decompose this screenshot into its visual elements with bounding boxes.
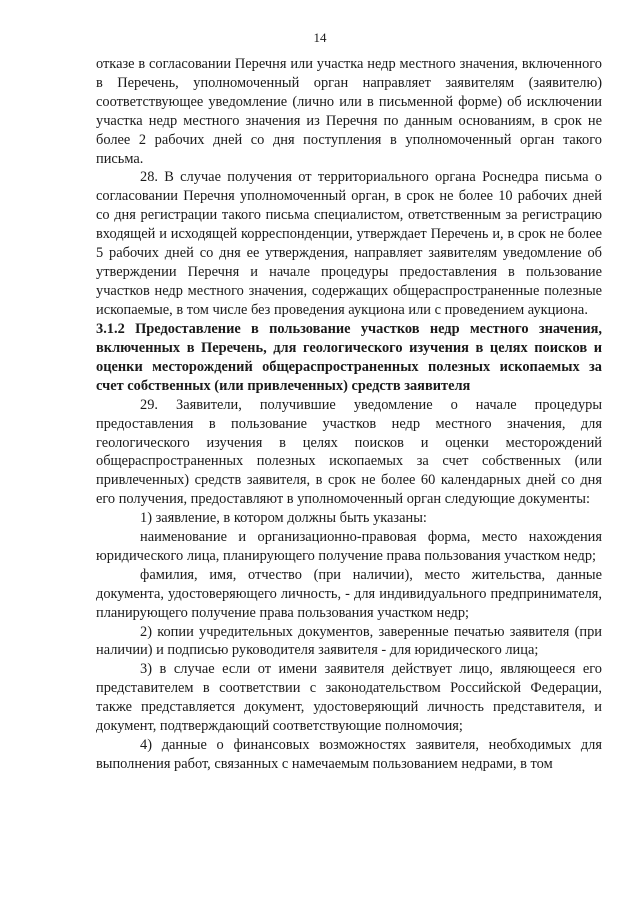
list-subitem-entrepreneur: фамилия, имя, отчество (при наличии), место жительства, данные документа, удостоверяющего личность, - для индивидуального предпринимателя, планирующего получение права пользования участком недр; [96, 566, 602, 621]
page-number: 14 [313, 30, 327, 45]
list-item-3: 3) в случае если от имени заявителя действует лицо, являющееся его представителем в соответствии с законодательством Российской Федерации, также представляется документ, удостоверяющий личность представителя, и документ, подтверждающий соответствующие полномочия; [96, 661, 602, 735]
paragraph-29: 29. Заявители, получившие уведомление о начале процедуры предоставления в пользование участков недр местного значения, для геологического изучения в целях поисков и оценки месторождений общераспространенных полезных ископаемых за счет собственных (или привлеченных) средств заявителя, в срок не более 60 календарных дней со дня его получения, предоставляют в уполномоченный орган следующие документы: [96, 396, 602, 508]
paragraph-28: 28. В случае получения от территориального органа Роснедра письма о согласовании Перечня уполномоченный орган, в срок не более 10 рабочих дней со дня регистрации такого письма специалистом, ответственным за регистрацию входящей и исходящей корреспонденции, утверждает Перечень и, в срок не более 5 рабочих дней со дня ее утверждения, направляет заявителям уведомление об утверждении Перечня и начале процедуры предоставления в пользование участков недр местного значения, содержащих общераспространенные полезные ископаемые, в том числе без проведения аукциона или с проведением аукциона. [96, 169, 602, 318]
list-item-2: 2) копии учредительных документов, заверенные печатью заявителя (при наличии) и подписью руководителя заявителя - для юридического лица; [96, 623, 602, 659]
list-item-1: 1) заявление, в котором должны быть указаны: [140, 510, 427, 527]
paragraph-continuation: отказе в согласовании Перечня или участка недр местного значения, включенного в Перечень, уполномоченный орган направляет заявителям (заявителю) соответствующее уведомление (лично или в письменной форме) об исключении участка недр местного значения из Перечня по данным основаниям, в срок не более 2 рабочих дней со дня поступления в уполномоченный орган такого письма. [96, 56, 602, 167]
list-subitem-legal-entity: наименование и организационно-правовая форма, место нахождения юридического лица, планирующего получение права пользования участком недр; [96, 529, 602, 564]
list-item-4: 4) данные о финансовых возможностях заявителя, необходимых для выполнения работ, связанных с намечаемым пользованием недрами, в том [96, 737, 602, 772]
document-body [96, 55, 602, 774]
section-heading: 3.1.2 Предоставление в пользование участков недр местного значения, включенных в Перечень, для геологического изучения в целях поисков и оценки месторождений общераспространенных полезных ископаемых за счет собственных (или привлеченных) средств заявителя [96, 320, 602, 394]
